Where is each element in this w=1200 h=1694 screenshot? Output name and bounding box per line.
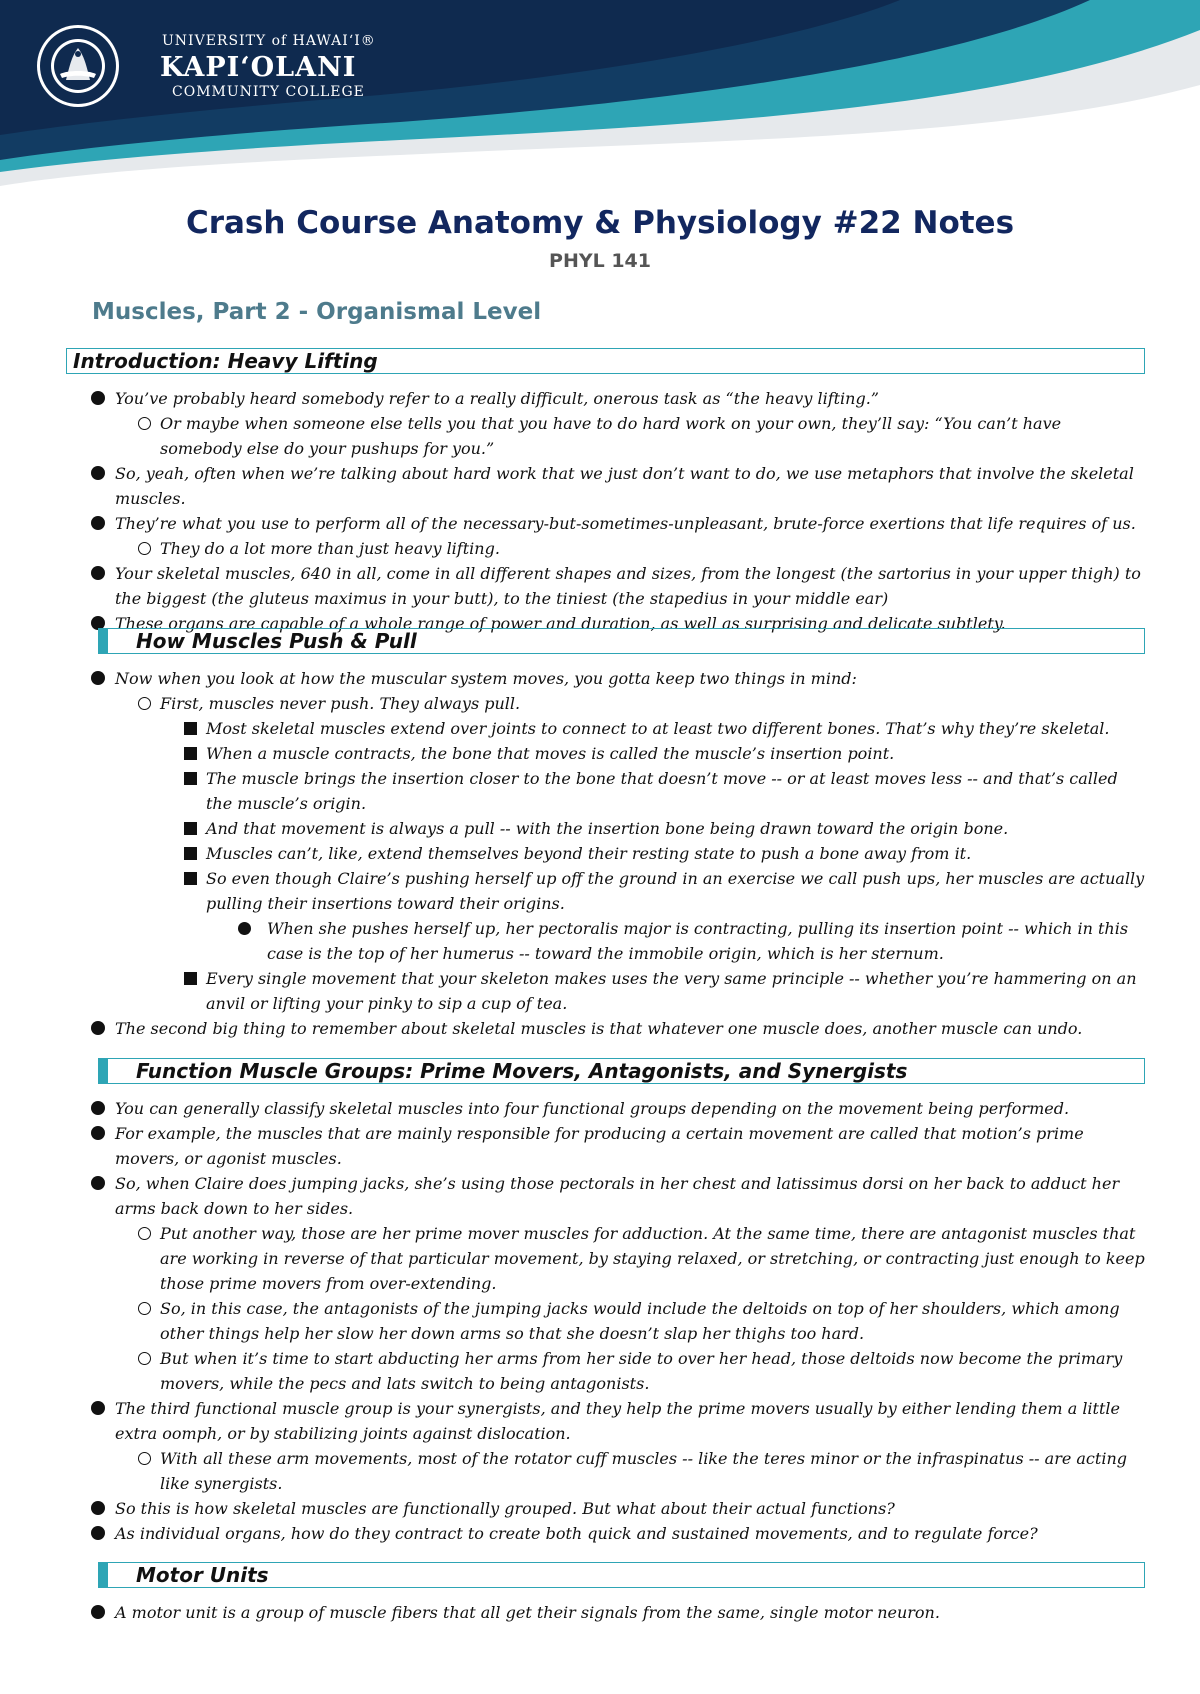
list-item: The third functional muscle group is your synergists, and they help the prime movers usually by either lending them a little extra oomph, or by stabilizing joints against dislocation. xyxy=(66,1396,1145,1446)
bullet-list xyxy=(66,1096,1145,1546)
list-item: As individual organs, how do they contract to create both quick and sustained movements, and to regulate force? xyxy=(66,1521,1145,1546)
banner-swoosh-graphic xyxy=(0,0,1200,200)
list-item: The muscle brings the insertion closer to the bone that doesn’t move -- or at least moves less -- and that’s called the muscle’s origin. xyxy=(66,766,1145,816)
list-item: Now when you look at how the muscular system moves, you gotta keep two things in mind: xyxy=(66,666,1145,691)
section-heading: Introduction: Heavy Lifting xyxy=(66,348,1145,374)
list-item: They’re what you use to perform all of the necessary-but-sometimes-unpleasant, brute-force exertions that life requires of us. xyxy=(66,511,1145,536)
filled-circle-bullet-icon xyxy=(91,1501,105,1515)
list-item: So even though Claire’s pushing herself up off the ground in an exercise we call push ups, her muscles are actually pulling their insertions toward their origins. xyxy=(66,866,1145,916)
list-item: So this is how skeletal muscles are functionally grouped. But what about their actual functions? xyxy=(66,1496,1145,1521)
list-item: When she pushes herself up, her pectoralis major is contracting, pulling its insertion point -- which in this case is the top of her humerus -- toward the immobile origin, which is her sternum. xyxy=(66,916,1145,966)
hollow-circle-bullet-icon xyxy=(138,697,151,710)
section-heading: Function Muscle Groups: Prime Movers, Antagonists, and Synergists xyxy=(98,1058,1145,1084)
college-subtitle: COMMUNITY COLLEGE xyxy=(172,84,365,100)
filled-circle-bullet-icon xyxy=(91,466,105,480)
document-subtitle: Muscles, Part 2 - Organismal Level xyxy=(92,299,542,325)
course-code: PHYL 141 xyxy=(549,250,651,272)
filled-circle-bullet-icon xyxy=(238,922,251,935)
square-bullet-icon xyxy=(184,822,197,835)
filled-circle-bullet-icon xyxy=(91,1526,105,1540)
hollow-circle-bullet-icon xyxy=(138,1452,151,1465)
list-item: For example, the muscles that are mainly responsible for producing a certain movement are called that motion’s prime movers, or agonist muscles. xyxy=(66,1121,1145,1171)
list-item: The second big thing to remember about skeletal muscles is that whatever one muscle does, another muscle can undo. xyxy=(66,1016,1145,1041)
list-item: Muscles can’t, like, extend themselves beyond their resting state to push a bone away from it. xyxy=(66,841,1145,866)
list-item: These organs are capable of a whole range of power and duration, as well as surprising and delicate subtlety. xyxy=(66,611,1145,636)
filled-circle-bullet-icon xyxy=(91,1101,105,1115)
list-item: Your skeletal muscles, 640 in all, come in all different shapes and sizes, from the longest (the sartorius in your upper thigh) to the biggest (the gluteus maximus in your butt), to the tiniest (the stapedius in your middle ear) xyxy=(66,561,1145,611)
header-banner xyxy=(0,0,1200,200)
list-item: With all these arm movements, most of the rotator cuff muscles -- like the teres minor or the infraspinatus -- are acting like synergists. xyxy=(66,1446,1145,1496)
square-bullet-icon xyxy=(184,772,197,785)
list-item: A motor unit is a group of muscle fibers that all get their signals from the same, single motor neuron. xyxy=(66,1600,1145,1625)
list-item: But when it’s time to start abducting her arms from her side to over her head, those deltoids now become the primary movers, while the pecs and lats switch to being antagonists. xyxy=(66,1346,1145,1396)
filled-circle-bullet-icon xyxy=(91,391,105,405)
list-item: So, in this case, the antagonists of the jumping jacks would include the deltoids on top of her shoulders, which among other things help her slow her down arms so that she doesn’t slap her thighs too hard. xyxy=(66,1296,1145,1346)
list-item: Every single movement that your skeleton makes uses the very same principle -- whether you’re hammering on an anvil or lifting your pinky to sip a cup of tea. xyxy=(66,966,1145,1016)
section-introduction xyxy=(66,348,1145,636)
university-seal-logo xyxy=(36,24,120,108)
filled-circle-bullet-icon xyxy=(91,566,105,580)
list-item: Or maybe when someone else tells you that you have to do hard work on your own, they’ll say: “You can’t have somebody else do your pushups for you.” xyxy=(66,411,1145,461)
bullet-list xyxy=(66,386,1145,636)
section-motor-units xyxy=(66,1562,1145,1625)
square-bullet-icon xyxy=(184,747,197,760)
list-item: You’ve probably heard somebody refer to a really difficult, onerous task as “the heavy lifting.” xyxy=(66,386,1145,411)
section-push-pull xyxy=(66,628,1145,1041)
college-name: KAPI‘OLANI xyxy=(160,52,357,83)
filled-circle-bullet-icon xyxy=(91,516,105,530)
square-bullet-icon xyxy=(184,872,197,885)
list-item: So, yeah, often when we’re talking about hard work that we just don’t want to do, we use metaphors that involve the skeletal muscles. xyxy=(66,461,1145,511)
document-title: Crash Course Anatomy & Physiology #22 Notes xyxy=(185,205,1015,241)
hollow-circle-bullet-icon xyxy=(138,417,151,430)
university-name: UNIVERSITY of HAWAI‘I® xyxy=(162,33,376,49)
filled-circle-bullet-icon xyxy=(91,1126,105,1140)
section-heading: How Muscles Push & Pull xyxy=(98,628,1145,654)
list-item: They do a lot more than just heavy lifting. xyxy=(66,536,1145,561)
bullet-list xyxy=(66,666,1145,1041)
filled-circle-bullet-icon xyxy=(91,1605,105,1619)
list-item: So, when Claire does jumping jacks, she’s using those pectorals in her chest and latissimus dorsi on her back to adduct her arms back down to her sides. xyxy=(66,1171,1145,1221)
square-bullet-icon xyxy=(184,722,197,735)
list-item: First, muscles never push. They always pull. xyxy=(66,691,1145,716)
hollow-circle-bullet-icon xyxy=(138,1302,151,1315)
section-muscle-groups xyxy=(66,1058,1145,1546)
filled-circle-bullet-icon xyxy=(91,1021,105,1035)
filled-circle-bullet-icon xyxy=(91,1176,105,1190)
bullet-list xyxy=(66,1600,1145,1625)
filled-circle-bullet-icon xyxy=(91,671,105,685)
list-item: Most skeletal muscles extend over joints to connect to at least two different bones. That’s why they’re skeletal. xyxy=(66,716,1145,741)
list-item: And that movement is always a pull -- with the insertion bone being drawn toward the origin bone. xyxy=(66,816,1145,841)
list-item: Put another way, those are her prime mover muscles for adduction. At the same time, there are antagonist muscles that are working in reverse of that particular movement, by staying relaxed, or stretching, or contracting just enough to keep those prime movers from over-extending. xyxy=(66,1221,1145,1296)
square-bullet-icon xyxy=(184,972,197,985)
square-bullet-icon xyxy=(184,847,197,860)
filled-circle-bullet-icon xyxy=(91,1401,105,1415)
list-item: When a muscle contracts, the bone that moves is called the muscle’s insertion point. xyxy=(66,741,1145,766)
hollow-circle-bullet-icon xyxy=(138,542,151,555)
list-item: You can generally classify skeletal muscles into four functional groups depending on the movement being performed. xyxy=(66,1096,1145,1121)
hollow-circle-bullet-icon xyxy=(138,1352,151,1365)
hollow-circle-bullet-icon xyxy=(138,1227,151,1240)
section-heading: Motor Units xyxy=(98,1562,1145,1588)
